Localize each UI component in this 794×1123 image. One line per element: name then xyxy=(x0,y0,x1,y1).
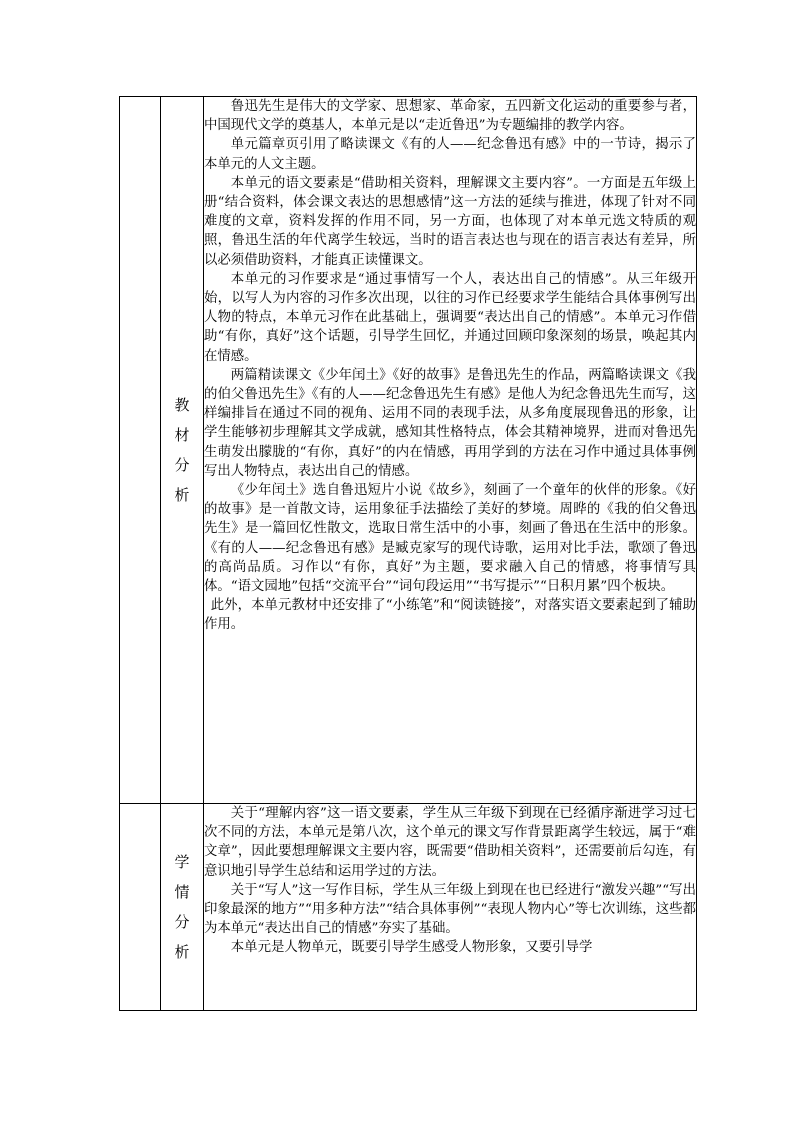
label-char: 分 xyxy=(174,456,190,474)
section-content xyxy=(204,97,697,804)
label-char: 学 xyxy=(174,853,190,871)
label-char: 析 xyxy=(174,943,190,961)
label-char: 情 xyxy=(174,883,190,901)
paragraph: 两篇精读课文《少年闰土》《好的故事》是鲁迅先生的作品，两篇略读课文《我的伯父鲁迅先生》《有的人——纪念鲁迅先生有感》是他人为纪念鲁迅先生而写，这样编排旨在通过不同的视角、运用不同的表现手法，从多角度展现鲁迅的形象，让学生能够初步理解其文学成就，感知其性格特点，体会其精神境界，进而对鲁迅先生萌发出朦胧的“有你，真好”的内在情感，再用学到的方法在习作中通过具体事例写出人物特点，表达出自己的情感。 xyxy=(204,367,696,479)
paragraph: 此外，本单元教材中还安排了“小练笔”和“阅读链接”，对落实语文要素起到了辅助作用。 xyxy=(204,598,696,633)
section-label xyxy=(161,804,204,1011)
label-char: 分 xyxy=(174,913,190,931)
section-content xyxy=(204,804,697,1011)
paragraph: 《少年闰土》选自鲁迅短片小说《故乡》，刻画了一个童年的伙伴的形象。《好的故事》是一首散文诗，运用象征手法描绘了美好的梦境。周晔的《我的伯父鲁迅先生》是一篇回忆性散文，选取日常生活中的小事，刻画了鲁迅在生活中的形象。《有的人——纪念鲁迅有感》是臧克家写的现代诗歌，运用对比手法，歌颂了鲁迅的高尚品质。习作以“有你，真好”为主题，要求融入自己的情感，将事情写具体。“语文园地”包括“交流平台”“词句段运用”“书写提示”“日积月累”四个板块。 xyxy=(204,483,696,595)
label-char: 析 xyxy=(174,486,190,504)
paragraph: 本单元的语文要素是“借助相关资料，理解课文主要内容”。一方面是五年级上册“结合资料，体会课文表达的思想感情”这一方法的延续与推进，体现了针对不同难度的文章，资料发挥的作用不同，另一方面，也体现了对本单元选文特质的观照，鲁迅生活的年代离学生较远，当时的语言表达也与现在的语言表达有差异，所以必须借助资料，才能真正读懂课文。 xyxy=(204,175,696,268)
analysis-table xyxy=(119,96,697,1011)
label-char: 材 xyxy=(174,426,190,444)
label-char: 教 xyxy=(174,396,190,414)
section-row-textbook xyxy=(120,97,697,804)
section-row-students xyxy=(120,804,697,1011)
paragraph: 本单元是人物单元，既要引导学生感受人物形象，又要引导学 xyxy=(230,940,593,956)
blank-cell xyxy=(120,804,161,1011)
section-label xyxy=(161,97,204,804)
paragraph: 关于“写人”这一写作目标，学生从三年级上到现在也已经进行“激发兴趣”“写出印象最深的地方”“用多种方法”“结合具体事例”“表现人物内心”等七次训练，这些都为本单元“表达出自己的情感”夯实了基础。 xyxy=(204,882,696,937)
paragraph: 单元篇章页引用了略读课文《有的人——纪念鲁迅有感》中的一节诗，揭示了本单元的人文主题。 xyxy=(204,137,696,172)
blank-cell xyxy=(120,97,161,804)
paragraph: 鲁迅先生是伟大的文学家、思想家、革命家，五四新文化运动的重要参与者，中国现代文学的奠基人，本单元是以“走近鲁迅”为专题编排的教学内容。 xyxy=(204,99,696,134)
paragraph: 本单元的习作要求是“通过事情写一个人，表达出自己的情感”。从三年级开始，以写人为内容的习作多次出现，以往的习作已经要求学生能结合具体事例写出人物的特点，本单元习作在此基础上，强调要“表达出自己的情感”。本单元习作借助“有你，真好”这个话题，引导学生回忆，并通过回顾印象深刻的场景，唤起其内在情感。 xyxy=(204,271,696,364)
paragraph: 关于“理解内容”这一语文要素，学生从三年级下到现在已经循序渐进学习过七次不同的方法，本单元是第八次，这个单元的课文写作背景距离学生较远，属于“难文章”，因此要想理解课文主要内容，既需要“借助相关资料”，还需要前后勾连，有意识地引导学生总结和运用学过的方法。 xyxy=(204,806,696,879)
